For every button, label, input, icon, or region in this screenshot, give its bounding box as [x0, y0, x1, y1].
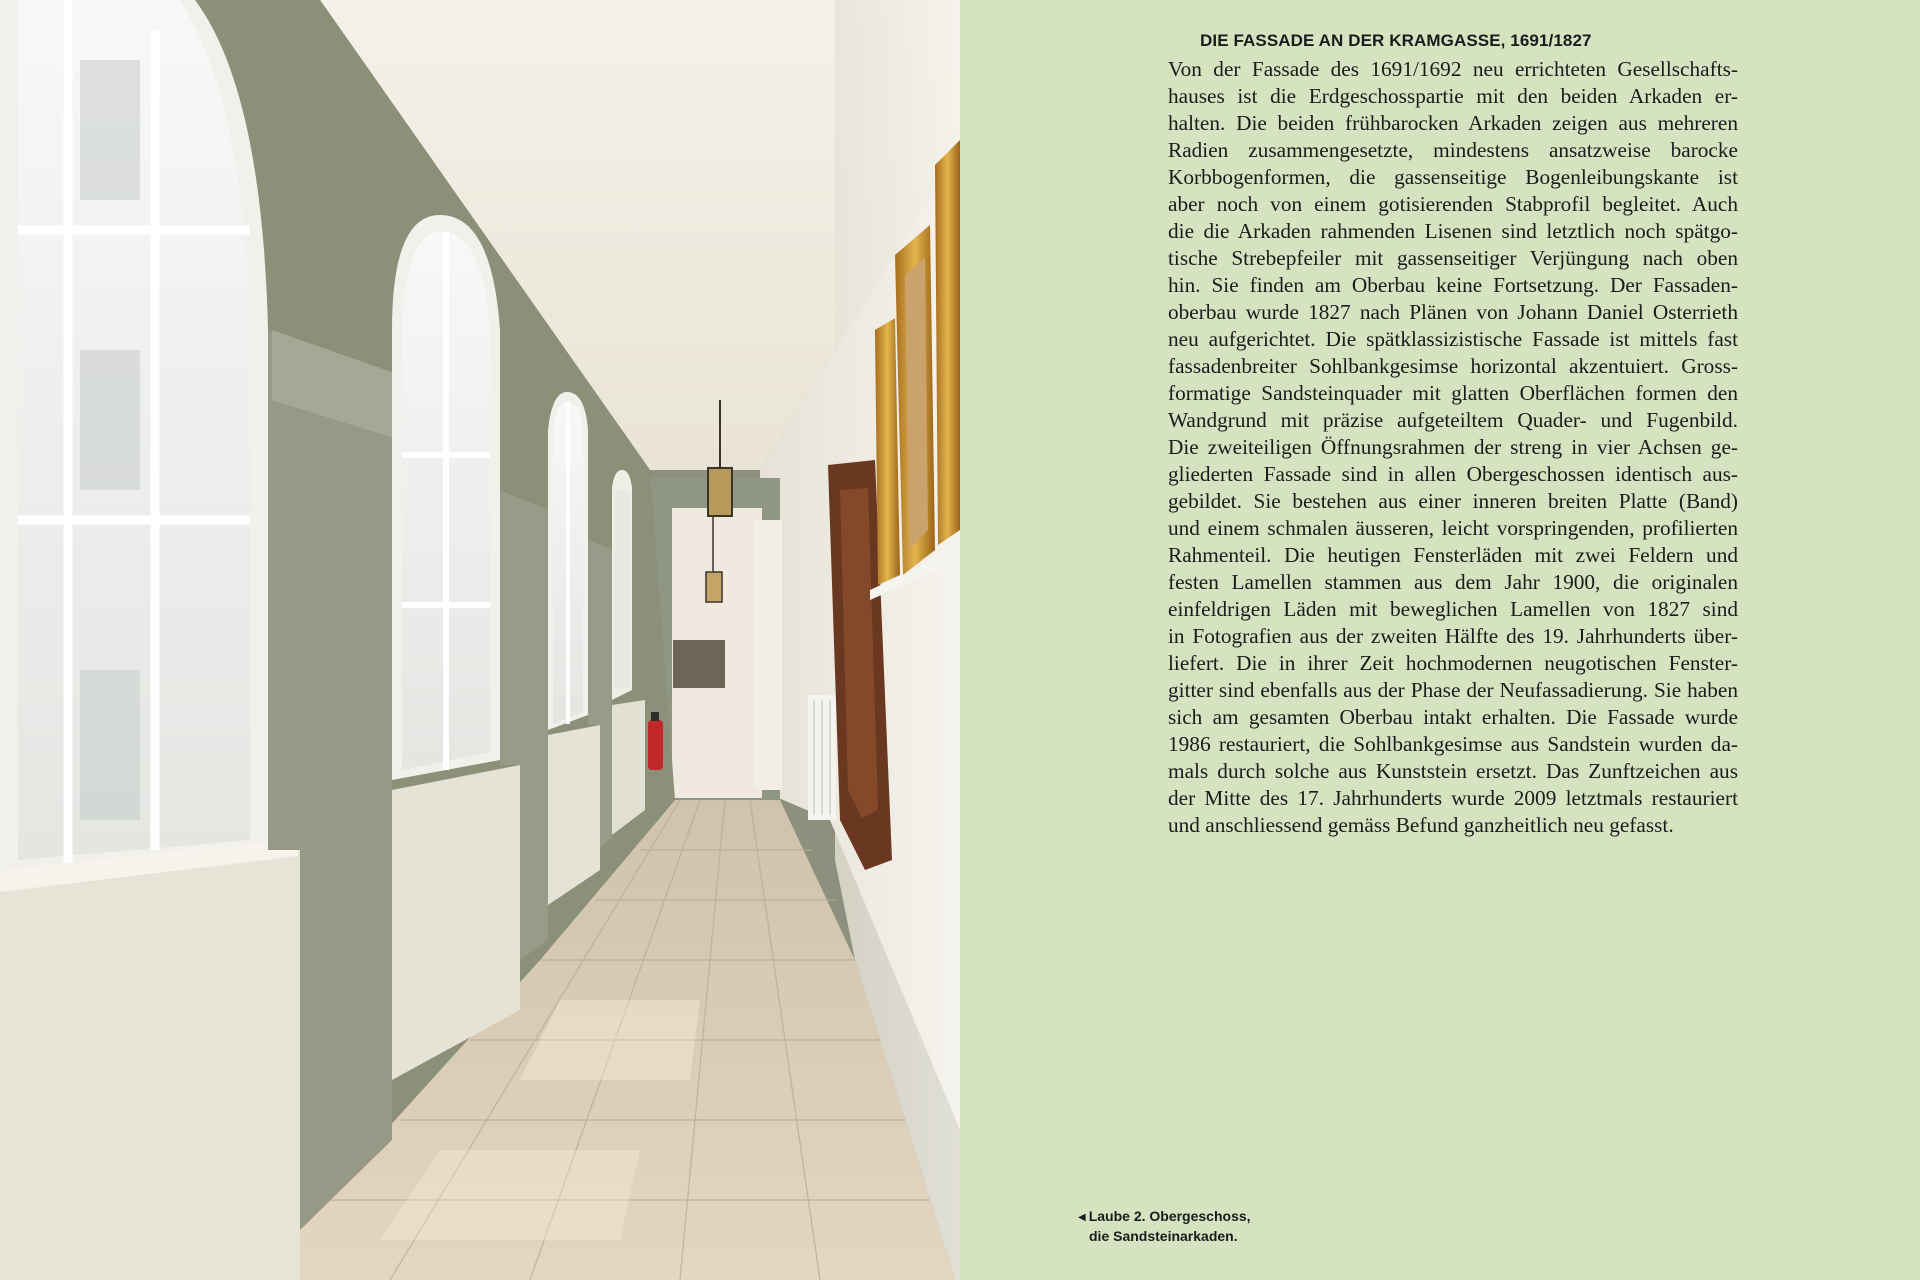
body-line: liefert. Die in ihrer Zeit hochmodernen neugotischen Fenster-	[1168, 651, 1738, 675]
body-line: Rahmenteil. Die heutigen Fensterläden mit zwei Feldern und	[1168, 543, 1738, 567]
body-line: festen Lamellen stammen aus dem Jahr 1900, die originalen	[1168, 570, 1738, 594]
body-line: fassadenbreiter Sohlbankgesimse horizontal akzentuiert. Gross-	[1168, 354, 1738, 378]
body-line: Wandgrund mit präzise aufgeteiltem Quader- und Fugenbild.	[1168, 408, 1738, 432]
body-line: Radien zusammengesetzte, mindestens ansatzweise barocke	[1168, 138, 1738, 162]
triangle-left-icon: ◀	[1078, 1212, 1086, 1223]
body-line: gliederten Fassade sind in allen Obergeschossen identisch aus-	[1168, 462, 1738, 486]
body-line: gitter sind ebenfalls aus der Phase der Neufassadierung. Sie haben	[1168, 678, 1738, 702]
body-line: einfeldrigen Läden mit beweglichen Lamellen von 1827 sind	[1168, 597, 1738, 621]
caption-line-2: die Sandsteinarkaden.	[1089, 1228, 1238, 1244]
body-line: die die Arkaden rahmenden Lisenen sind letztlich noch spätgo-	[1168, 219, 1738, 243]
body-line: Von der Fassade des 1691/1692 neu errichteten Gesellschafts-	[1168, 57, 1738, 81]
body-line: der Mitte des 17. Jahrhunderts wurde 2009 letztmals restauriert	[1168, 786, 1738, 810]
body-line: hin. Sie finden am Oberbau keine Fortsetzung. Der Fassaden-	[1168, 273, 1738, 297]
body-line: sich am gesamten Oberbau intakt erhalten. Die Fassade wurde	[1168, 705, 1738, 729]
body-line: in Fotografien aus der zweiten Hälfte des 19. Jahrhunderts über-	[1168, 624, 1738, 648]
text-page	[960, 0, 1920, 1280]
body-line: aber noch von einem gotisierenden Stabprofil begleitet. Auch	[1168, 192, 1738, 216]
body-line: 1986 restauriert, die Sohlbankgesimse aus Sandstein wurden da-	[1168, 732, 1738, 756]
body-line: und anschliessend gemäss Befund ganzheitlich neu gefasst.	[1168, 813, 1674, 837]
body-line: Die zweiteiligen Öffnungsrahmen der streng in vier Achsen ge-	[1168, 435, 1738, 459]
section-heading: DIE FASSADE AN DER KRAMGASSE, 1691/1827	[1200, 31, 1592, 50]
body-line: und einem schmalen äusseren, leicht vorspringenden, profilierten	[1168, 516, 1738, 540]
body-text	[1168, 56, 1738, 839]
photo-caption	[1078, 1207, 1251, 1246]
body-line: oberbau wurde 1827 nach Plänen von Johann Daniel Osterrieth	[1168, 300, 1738, 324]
caption-line-1: Laube 2. Obergeschoss,	[1088, 1208, 1251, 1224]
body-line: mals durch solche aus Kunststein ersetzt. Das Zunftzeichen aus	[1168, 759, 1738, 783]
body-line: tische Strebepfeiler mit gassenseitiger Verjüngung nach oben	[1168, 246, 1738, 270]
body-line: hauses ist die Erdgeschosspartie mit den beiden Arkaden er-	[1168, 84, 1738, 108]
body-line: formatige Sandsteinquader mit glatten Oberflächen formen den	[1168, 381, 1738, 405]
body-line: gebildet. Sie bestehen aus einer inneren breiten Platte (Band)	[1168, 489, 1738, 513]
body-line: neu aufgerichtet. Die spätklassizistische Fassade ist mittels fast	[1168, 327, 1738, 351]
body-line: Korbbogenformen, die gassenseitige Bogenleibungskante ist	[1168, 165, 1738, 189]
body-line: halten. Die beiden frühbarocken Arkaden zeigen aus mehreren	[1168, 111, 1738, 135]
